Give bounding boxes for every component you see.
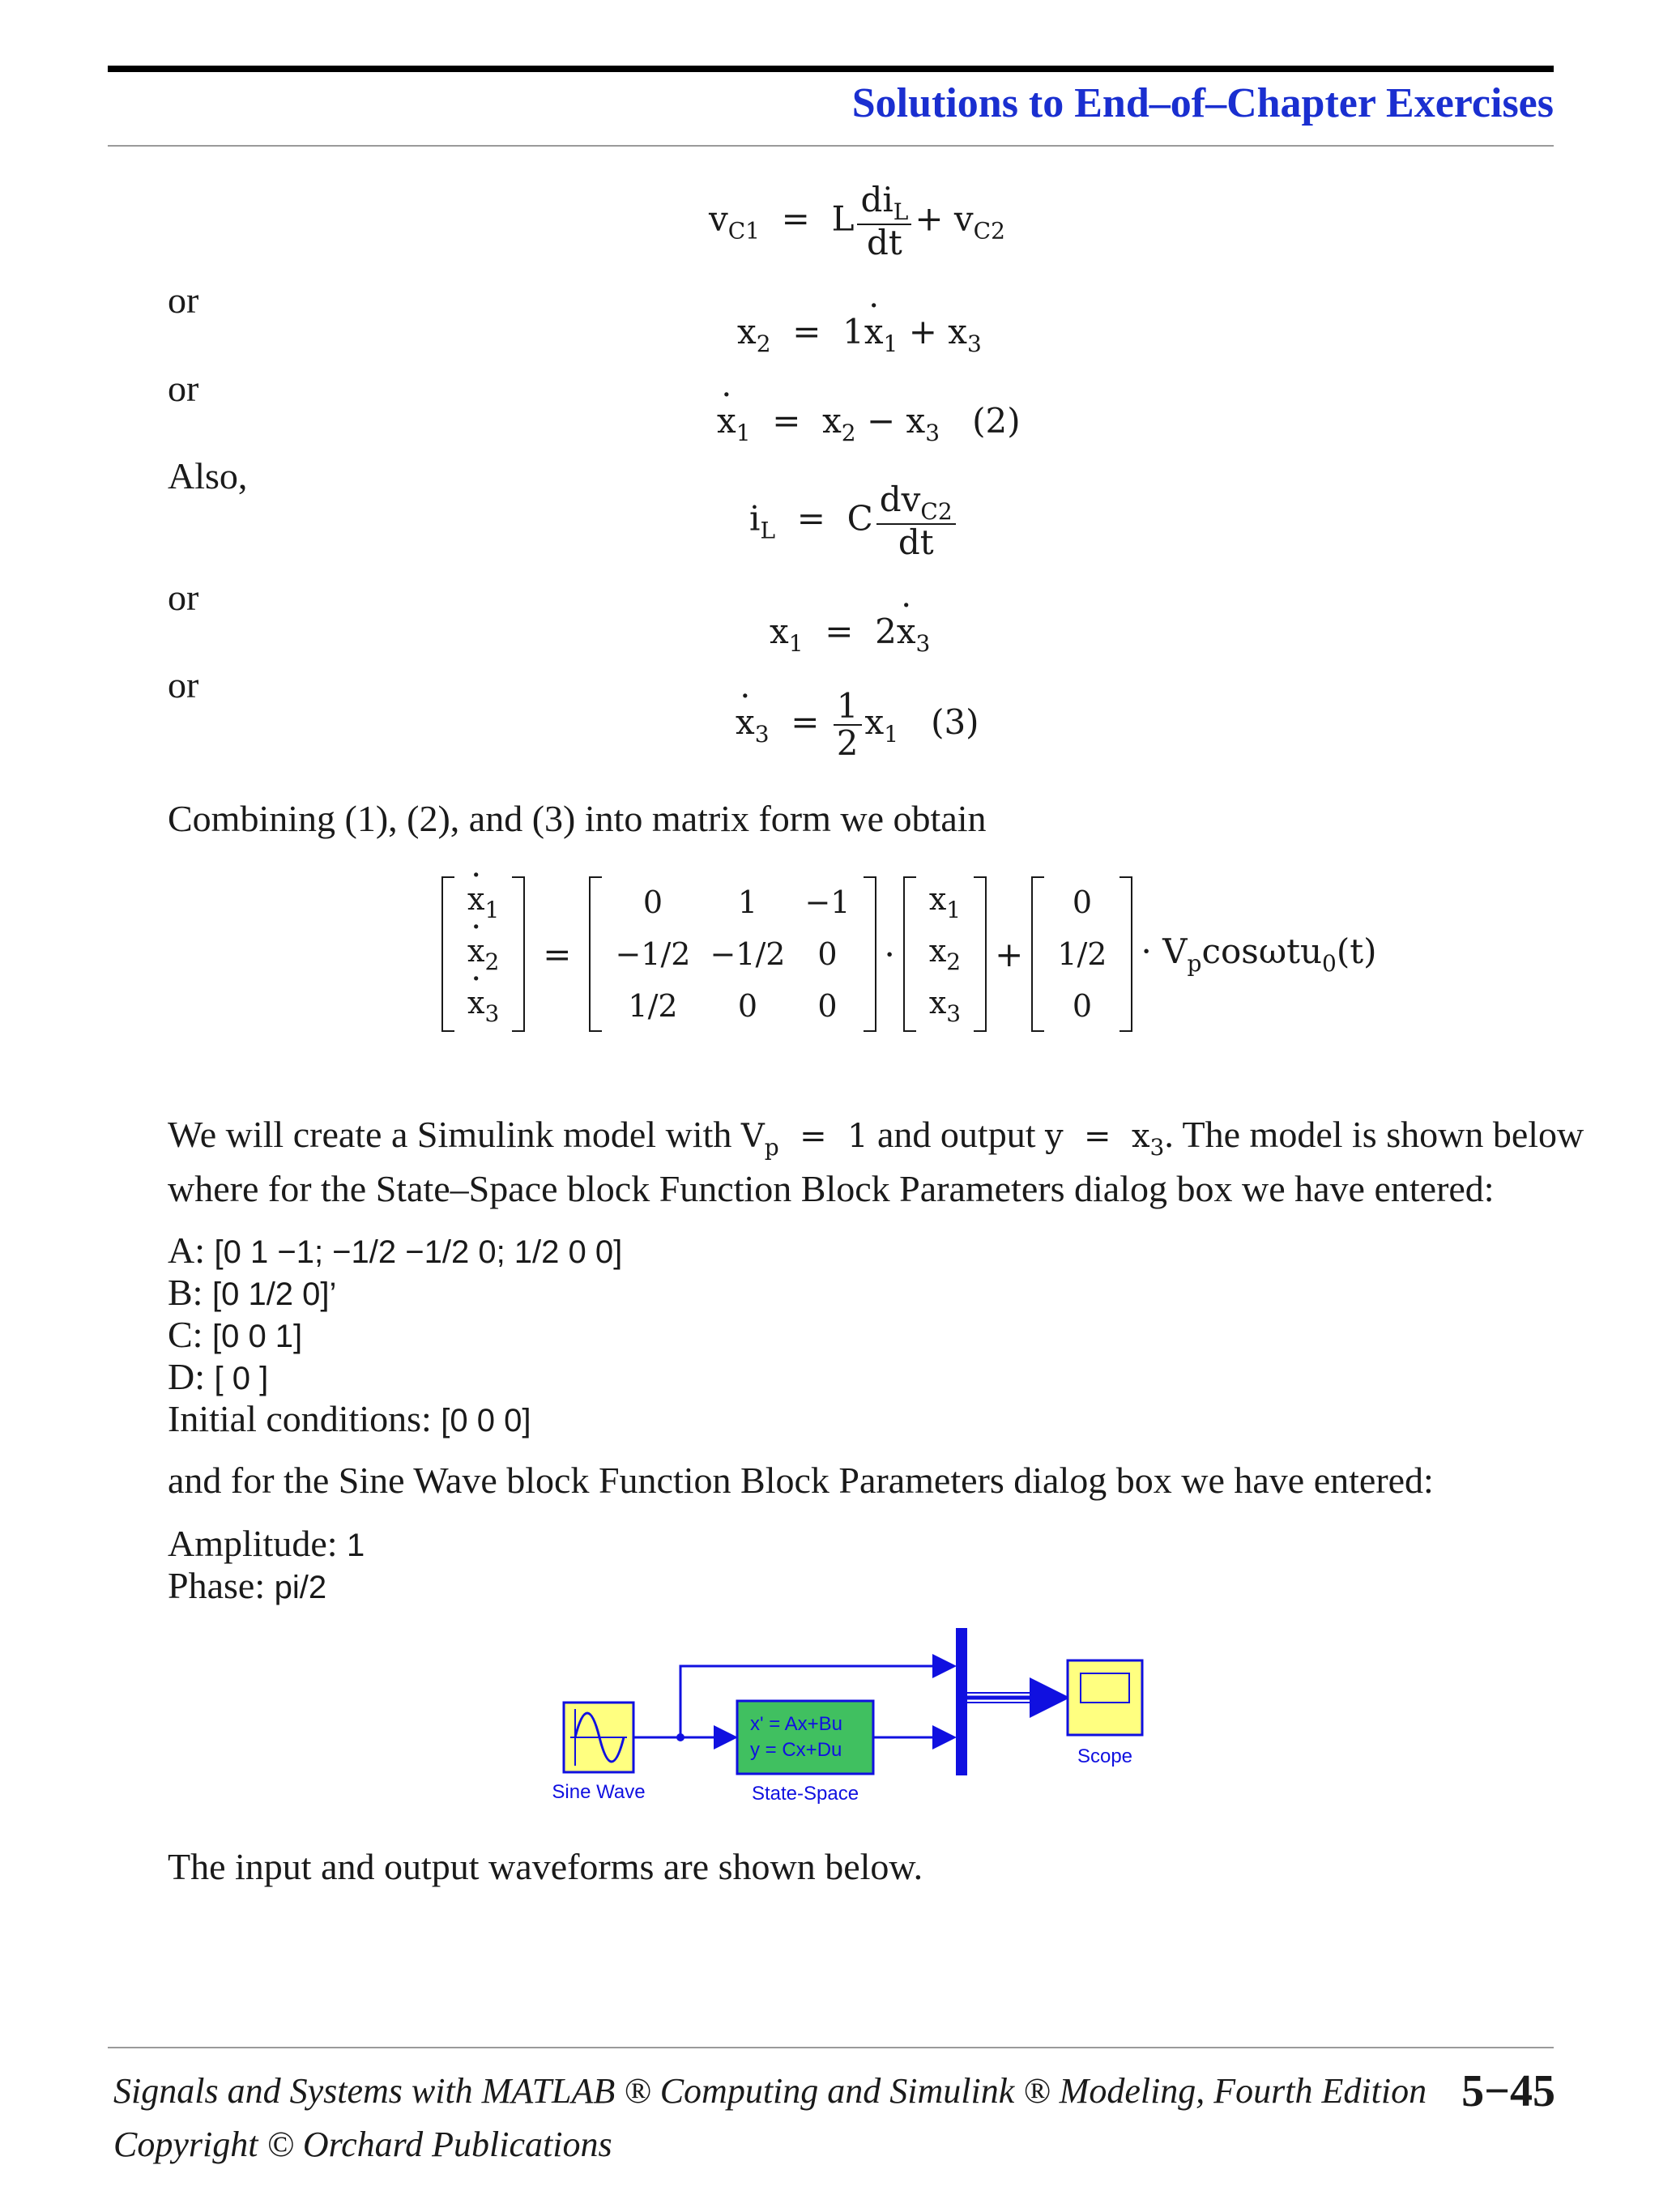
simulink-diagram (527, 1620, 1158, 1814)
param-phase: Phase: pi/2 (168, 1565, 327, 1606)
sine-wave-block[interactable] (564, 1703, 633, 1772)
param-amplitude: Amplitude: 1 (168, 1523, 365, 1564)
equation-x1-2x3dot: $x_1 = 2\cdot x_3$ (770, 612, 930, 657)
footer-book-title: Signals and Systems with MATLAB ® Computing and Simulink ® Modeling, Fourth Edition (113, 2071, 1427, 2111)
matrix-b: 0 1/2 0 (1031, 876, 1132, 1032)
equation-x1dot: · $x_1 = x_2 - x_3$ (2) (717, 401, 1021, 446)
text-combining: Combining (1), (2), and (3) into matrix form we obtain (168, 798, 987, 839)
text-or-4: or (168, 664, 199, 705)
header-divider (108, 145, 1554, 147)
footer-divider (108, 2047, 1554, 2048)
state-space-block[interactable] (737, 1701, 873, 1774)
footer-copyright: Copyright © Orchard Publications (113, 2125, 612, 2164)
mux-block[interactable] (956, 1628, 967, 1775)
page-header-title: Solutions to End–of–Chapter Exercises (851, 80, 1554, 126)
ss-equation-2: y = Cx+Du (750, 1739, 842, 1761)
param-d: D: [ 0 ] (168, 1356, 269, 1397)
matrix-x: $x_1$ $x_2$ $x_3$ (903, 876, 987, 1032)
matrix-equation: · $x_1$ · $x_2$ · $x_3$ = 0 1 −1 −1/2 −1/2 0 1/2 0 0 · $x_1$ $x_2$ $x_3$ + 0 1/2 0 · $V_p\cos\omega tu_0(t)$ (441, 876, 1377, 1032)
text-or-2: or (168, 368, 199, 409)
equation-vc1: $v_{C1} = L$ $\frac{di_L}{dt}$ + $v_{C2}$ (709, 180, 1005, 263)
paragraph-simulink-line2: where for the State–Space block Function Block Parameters dialog box we have entered: (168, 1168, 1495, 1209)
state-space-label: State-Space (751, 1783, 859, 1805)
param-a: A: [0 1 −1; −1/2 −1/2 0; 1/2 0 0] (168, 1230, 623, 1271)
sine-wave-label: Sine Wave (552, 1781, 646, 1803)
equation-il: $i_L = C$ $\frac{dv_{C2}}{dt}$ (749, 482, 959, 560)
matrix-a: 0 1 −1 −1/2 −1/2 0 1/2 0 0 (589, 876, 876, 1032)
top-rule (108, 66, 1554, 72)
paragraph-simulink-line1: We will create a Simulink model with $V_p = 1$ and output $y = x_3$. The model is shown below (168, 1114, 1584, 1161)
scope-label: Scope (1077, 1745, 1133, 1767)
param-c: C: [0 0 1] (168, 1314, 303, 1355)
text-also: Also, (168, 455, 248, 497)
para1b-text: and output (877, 1114, 1036, 1155)
scope-block[interactable] (1068, 1660, 1142, 1735)
para1a-text: We will create a Simulink model with (168, 1114, 732, 1155)
page-number: 5−45 (1461, 2066, 1555, 2116)
param-b: B: [0 1/2 0]’ (168, 1272, 337, 1313)
param-initial-conditions: Initial conditions: [0 0 0] (168, 1398, 531, 1439)
text-or-3: or (168, 577, 199, 618)
equation-x3dot: · $x_3$ = $\frac{1}{2}$ $x_1$ (3) (736, 688, 979, 761)
text-or-1: or (168, 279, 199, 321)
equation-x2: $x_2 = 1\cdot x_1 + x_3$ (737, 312, 982, 357)
ss-equation-1: x' = Ax+Bu (750, 1713, 842, 1735)
para1c-text: . The model is shown below (1164, 1114, 1584, 1155)
paragraph-closing: The input and output waveforms are shown below. (168, 1846, 923, 1887)
matrix-xdot: · $x_1$ · $x_2$ · $x_3$ (441, 876, 525, 1032)
paragraph-sine-wave: and for the Sine Wave block Function Block Parameters dialog box we have entered: (168, 1460, 1434, 1501)
